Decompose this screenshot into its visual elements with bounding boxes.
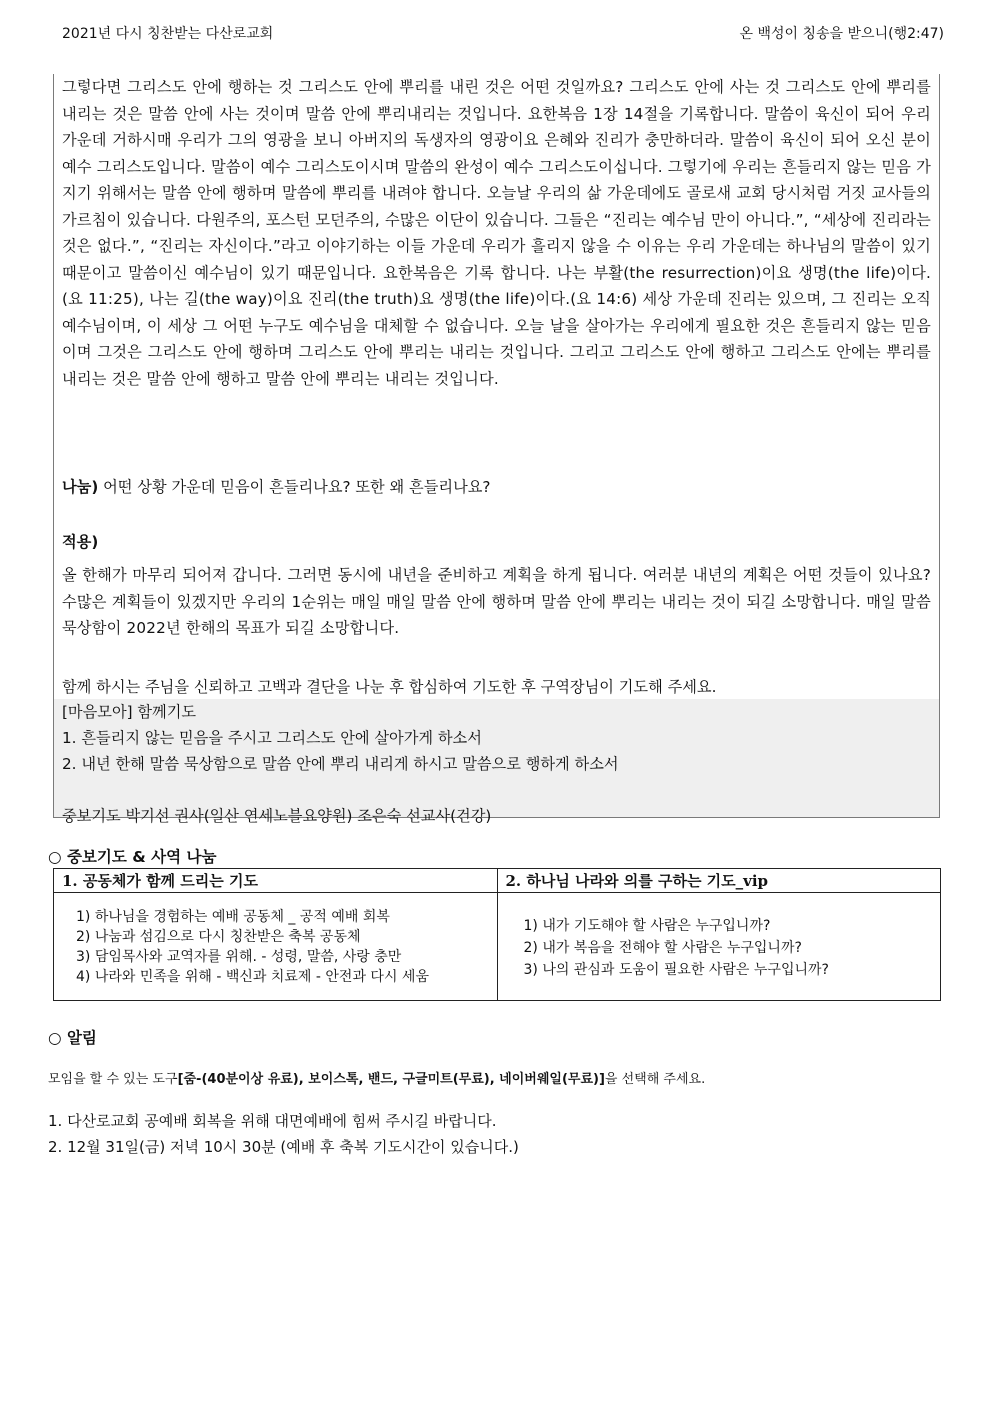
list-item: 3) 담임목사와 교역자를 위해. - 성령, 말씀, 사랑 충만 bbox=[76, 949, 402, 965]
closing-instruction: 함께 하시는 주님을 신뢰하고 고백과 결단을 나눈 후 합심하여 기도한 후 구역장님이 기도해 주세요. bbox=[62, 678, 717, 696]
notice-intro-prefix: 모임을 할 수 있는 도구 bbox=[48, 1072, 178, 1087]
list-item: 2) 나눔과 섬김으로 다시 칭찬받은 축복 공동체 bbox=[76, 929, 361, 945]
col2-cell bbox=[497, 893, 941, 1001]
notice-list bbox=[48, 1108, 519, 1160]
sermon-box bbox=[53, 74, 940, 825]
apply-label: 적용) bbox=[62, 533, 99, 551]
list-item: 4) 나라와 민족을 위해 - 백신과 치료제 - 안전과 다시 세움 bbox=[76, 969, 429, 985]
list-item: 2) 내가 복음을 전해야 할 사람은 누구입니까? bbox=[523, 940, 802, 956]
share-question bbox=[62, 474, 931, 500]
header-right: 온 백성이 칭송을 받으니(행2:47) bbox=[739, 26, 944, 42]
intercession-line: 중보기도 박기선 권사(일산 연세노블요양원) 조은숙 선교사(건강) bbox=[62, 807, 492, 825]
col1-header: 1. 공동체가 함께 드리는 기도 bbox=[54, 869, 498, 893]
col2-header: 2. 하나님 나라와 의를 구하는 기도_vip bbox=[497, 869, 941, 893]
list-item: 2. 12월 31일(금) 저녁 10시 30분 (예배 후 축복 기도시간이 있습니다.) bbox=[48, 1138, 519, 1156]
prayer-area bbox=[54, 699, 939, 825]
list-item: 1) 내가 기도해야 할 사람은 누구입니까? bbox=[523, 918, 771, 934]
apply-text: 올 한해가 마무리 되어져 갑니다. 그러면 동시에 내년을 준비하고 계획을 하게 됩니다. 여러분 내년의 계획은 어떤 것들이 있나요? 수많은 계획들이 있겠지만 우리의 1순위는 매일 매일 말씀 안에 행하며 말씀 안에 뿌리는 내리는 것이 되길 소망합니다. 매일 말씀 묵상함이 2022년 한해의 목표가 되길 소망합니다. bbox=[62, 566, 931, 637]
list-item: 1. 다산로교회 공예배 회복을 위해 대면예배에 힘써 주시길 바랍니다. bbox=[48, 1112, 497, 1130]
prayer-table bbox=[53, 868, 941, 1001]
list-item: 3) 나의 관심과 도움이 필요한 사람은 누구입니까? bbox=[523, 962, 829, 978]
page-header bbox=[62, 22, 944, 44]
notice-intro-suffix: 을 선택해 주세요. bbox=[604, 1072, 706, 1087]
header-left: 2021년 다시 칭찬받는 다산로교회 bbox=[62, 26, 274, 42]
list-item: 1) 하나님을 경험하는 예배 공동체 _ 공적 예배 회복 bbox=[76, 909, 390, 925]
share-label: 나눔) bbox=[62, 478, 99, 496]
prayer-item-1: 1. 흔들리지 않는 믿음을 주시고 그리스도 안에 살아가게 하소서 bbox=[62, 729, 482, 747]
intercession-heading bbox=[48, 845, 216, 867]
share-text: 어떤 상황 가운데 믿음이 흔들리나요? 또한 왜 흔들리나요? bbox=[98, 478, 491, 496]
notice-title: 알림 bbox=[66, 1029, 97, 1047]
notice-intro-tools: [줌-(40분이상 유료), 보이스톡, 밴드, 구글미트(무료), 네이버웨일(무료)] bbox=[177, 1072, 605, 1087]
sermon-body: 그렇다면 그리스도 안에 행하는 것 그리스도 안에 뿌리를 내린 것은 어떤 것일까요? 그리스도 안에 사는 것 그리스도 안에 뿌리를 내리는 것은 말씀 안에 사는 것이며 말씀 안에 뿌리내리는 것입니다. 요한복음 1장 14절을 기록합니다. 말씀이 육신이 되어 우리 가운데 거하시매 우리가 그의 영광을 보니 아버지의 독생자의 영광이요 은혜와 진리가 충만하더라. 말씀이 육신이 되어 오신 분이 예수 그리스도입니다. 말씀이 예수 그리스도이시며 말씀의 완성이 예수 그리스도이십니다. 그렇기에 우리는 흔들리지 않는 믿음 가지기 위해서는 말씀 안에 행하며 말씀에 뿌리를 내려야 합니다. 오늘날 우리의 삶 가운데에도 골로새 교회 당시처럼 거짓 교사들의 가르침이 있습니다. 다원주의, 포스턴 모던주의, 수많은 이단이 있습니다. 그들은 “진리는 예수님 만이 아니다.”, “세상에 진리라는 것은 없다.”, “진리는 자신이다.”라고 이야기하는 이들 가운데 우리가 흘리지 않을 수 이유는 우리 가운데는 하나님의 말씀이 있기 때문이고 말씀이신 예수님이 있기 때문입니다. 요한복음은 기록 합니다. 나는 부활(the resurrection)이요 생명(the life)이다.(요 11:25), 나는 길(the way)이요 진리(the truth)요 생명(the life)이다.(요 14:6) 세상 가운데 진리는 있으며, 그 진리는 오직 예수님이며, 이 세상 그 어떤 누구도 예수님을 대체할 수 없습니다. 오늘 날을 살아가는 우리에게 필요한 것은 흔들리지 않는 믿음이며 그것은 그리스도 안에 행하며 그리스도 안에 뿌리는 내리는 것입니다. 그리고 그리스도 안에 행하고 그리스도 안에는 뿌리를 내리는 것은 말씀 안에 행하고 말씀 안에 뿌리는 내리는 것입니다. bbox=[62, 78, 931, 388]
prayer-title: [마음모아] 함께기도 bbox=[62, 703, 197, 721]
col1-cell bbox=[54, 893, 498, 1001]
prayer-item-2: 2. 내년 한해 말씀 묵상함으로 말씀 안에 뿌리 내리게 하시고 말씀으로 행하게 하소서 bbox=[62, 755, 619, 773]
intercession-title: 중보기도 & 사역 나눔 bbox=[66, 848, 217, 866]
notice-intro bbox=[48, 1068, 705, 1087]
notice-heading bbox=[48, 1026, 97, 1048]
circle-bullet-icon: ○ bbox=[48, 848, 62, 866]
circle-bullet-icon: ○ bbox=[48, 1029, 62, 1047]
